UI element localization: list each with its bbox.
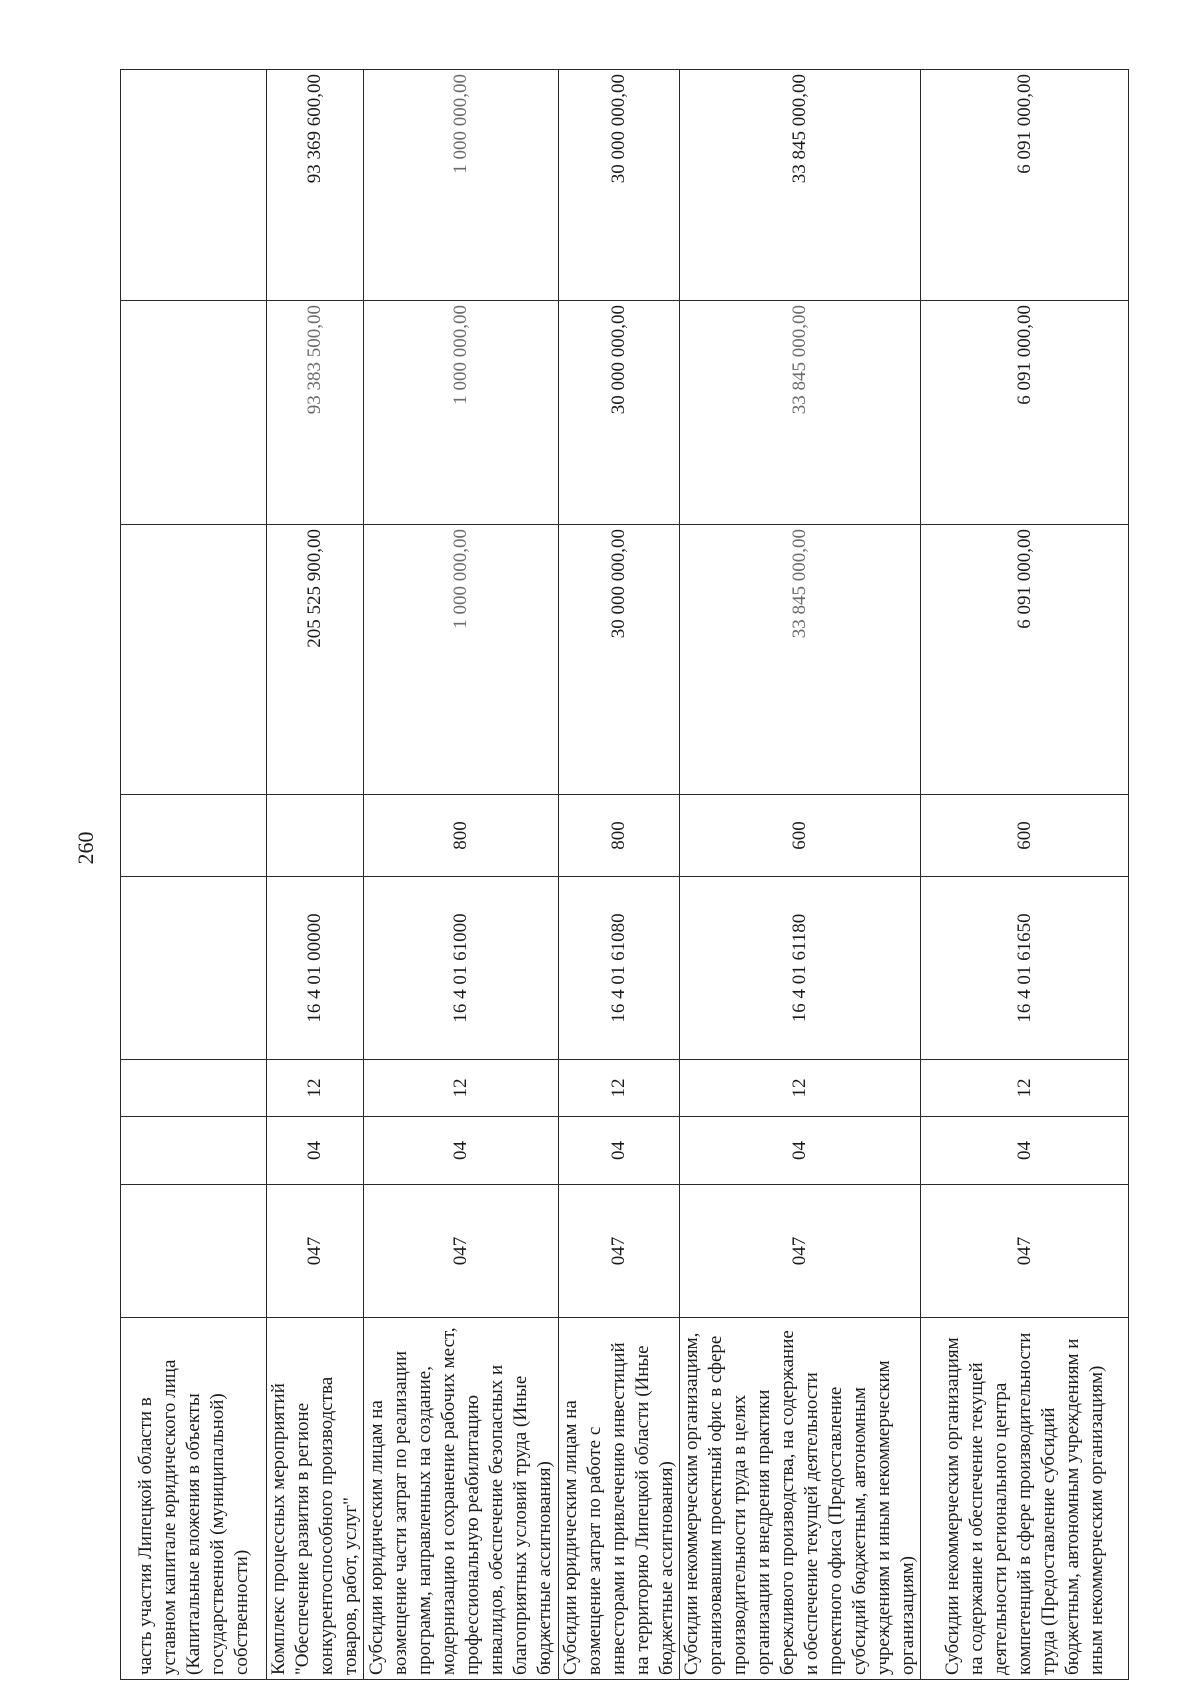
table-row [921,70,1129,1680]
cell-cs: 16 4 01 61000 [364,877,559,1060]
cell-pr: 12 [364,1060,559,1117]
cell-vr: 800 [364,795,559,877]
rotated-table-wrapper [120,70,1107,1680]
cell-sum-2: 93 383 500,00 [267,301,364,525]
cell-vr: 800 [559,795,680,877]
cell-sum-3: 33 845 000,00 [680,70,921,301]
cell-sum-3: 93 369 600,00 [267,70,364,301]
cell-rz [121,1117,267,1185]
cell-pr: 12 [267,1060,364,1117]
cell-vr [121,795,267,877]
cell-gr: 047 [921,1185,1129,1318]
row-name: Субсидии некоммерческим организациям на содержание и обеспечение текущей деятельности регионального центра компетенций в сфере производительности труда (Предоставление субсидий бюджетным, автономным учреждениям и иным некоммерческим организациям) [921,1318,1129,1680]
cell-rz: 04 [680,1117,921,1185]
cell-vr: 600 [921,795,1129,877]
cell-pr: 12 [680,1060,921,1117]
page-number: 260 [73,831,98,865]
cell-sum-2: 33 845 000,00 [680,301,921,525]
cell-vr: 600 [680,795,921,877]
cell-sum-2: 1 000 000,00 [364,301,559,525]
cell-gr [121,1185,267,1318]
row-name: Комплекс процессных мероприятий "Обеспечение развития в регионе конкурентоспособного производства товаров, работ, услуг" [267,1318,364,1680]
cell-sum-1: 30 000 000,00 [559,525,680,795]
budget-table [120,69,1129,1680]
cell-sum-1: 205 525 900,00 [267,525,364,795]
cell-sum-3: 1 000 000,00 [364,70,559,301]
cell-pr: 12 [559,1060,680,1117]
cell-sum-1: 6 091 000,00 [921,525,1129,795]
cell-sum-3: 30 000 000,00 [559,70,680,301]
cell-sum-3 [121,70,267,301]
cell-sum-2: 6 091 000,00 [921,301,1129,525]
table-row [680,70,921,1680]
cell-gr: 047 [364,1185,559,1318]
cell-rz: 04 [364,1117,559,1185]
cell-rz: 04 [267,1117,364,1185]
table-row [267,70,364,1680]
cell-cs [121,877,267,1060]
row-name: часть участия Липецкой области в уставном капитале юридического лица (Капитальные вложения в объекты государственной (муниципальной) собственности) [121,1318,267,1680]
cell-cs: 16 4 01 61650 [921,877,1129,1060]
cell-vr [267,795,364,877]
cell-gr: 047 [559,1185,680,1318]
table-row [364,70,559,1680]
cell-pr [121,1060,267,1117]
cell-rz: 04 [559,1117,680,1185]
cell-sum-3: 6 091 000,00 [921,70,1129,301]
row-name: Субсидии юридическим лицам на возмещение затрат по работе с инвесторами и привлечению инвестиций на территорию Липецкой области (Иные бюджетные ассигнования) [559,1318,680,1680]
cell-pr: 12 [921,1060,1129,1117]
cell-gr: 047 [267,1185,364,1318]
cell-cs: 16 4 01 61080 [559,877,680,1060]
table-body [121,70,1129,1680]
row-name: Субсидии юридическим лицам на возмещение части затрат по реализации программ, направленных на создание, модернизацию и сохранение рабочих мест, профессиональную реабилитацию инвалидов, обеспечение безопасных и благоприятных условий труда (Иные бюджетные ассигнования) [364,1318,559,1680]
row-name: Субсидии некоммерческим организациям, организовавшим проектный офис в сфере производительности труда в целях организации и внедрения практики бережливого производства, на содержание и обеспечение текущей деятельности проектного офиса (Предоставление субсидий бюджетным, автономным учреждениям и иным некоммерческим организациям) [680,1318,921,1680]
cell-cs: 16 4 01 00000 [267,877,364,1060]
cell-cs: 16 4 01 61180 [680,877,921,1060]
cell-gr: 047 [680,1185,921,1318]
cell-sum-2 [121,301,267,525]
cell-sum-1: 33 845 000,00 [680,525,921,795]
cell-rz: 04 [921,1117,1129,1185]
cell-sum-2: 30 000 000,00 [559,301,680,525]
table-row [559,70,680,1680]
table-row [121,70,267,1680]
cell-sum-1: 1 000 000,00 [364,525,559,795]
cell-sum-1 [121,525,267,795]
